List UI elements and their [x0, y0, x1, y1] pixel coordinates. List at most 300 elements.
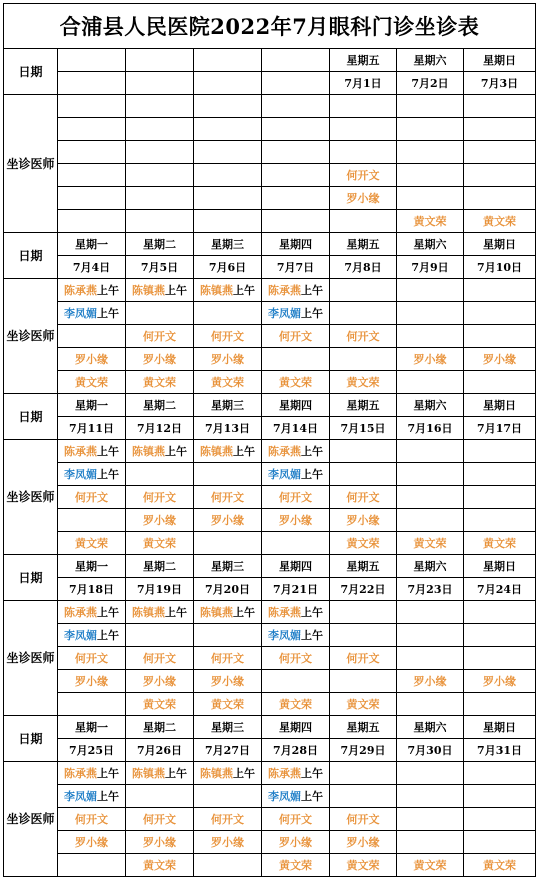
doctor-name: 黄文荣 — [346, 536, 380, 550]
weekday-cell: 星期日 — [464, 233, 536, 256]
doctor-cell — [464, 371, 536, 394]
doctor-name: 黄文荣 — [75, 375, 108, 389]
date-cell: 7月9日 — [397, 256, 464, 279]
date-cell — [262, 72, 330, 95]
date-cell: 7月31日 — [464, 739, 536, 762]
am-suffix: 上午 — [233, 444, 255, 458]
doctor-name: 何开文 — [75, 812, 108, 826]
doctor-cell — [194, 302, 262, 325]
doctor-cell — [330, 624, 397, 647]
doctor-name: 陈承燕 — [64, 605, 97, 619]
weekday-cell: 星期五 — [330, 49, 397, 72]
doctor-cell — [330, 325, 397, 348]
doctor-cell — [194, 118, 262, 141]
doctor-cell — [464, 831, 536, 854]
doctor-cell — [330, 693, 397, 716]
am-suffix: 上午 — [97, 766, 119, 780]
doctor-row — [4, 785, 536, 808]
doctor-cell — [194, 762, 262, 785]
doctor-cell — [330, 187, 397, 210]
am-suffix: 上午 — [97, 306, 119, 320]
doctor-row — [4, 647, 536, 670]
doctor-row — [4, 210, 536, 233]
date-cell: 7月20日 — [194, 578, 262, 601]
doctor-cell — [464, 279, 536, 302]
doctor-cell — [397, 348, 464, 371]
doctor-cell — [464, 210, 536, 233]
doctor-name: 陈镇燕 — [200, 283, 233, 297]
doctor-name: 黄文荣 — [143, 375, 176, 389]
doctor-cell — [397, 831, 464, 854]
doctor-cell — [262, 463, 330, 486]
doctor-cell — [464, 854, 536, 877]
doctor-row — [4, 854, 536, 877]
doctor-name: 黄文荣 — [211, 375, 244, 389]
doctor-name: 何开文 — [279, 812, 312, 826]
am-suffix: 上午 — [97, 605, 119, 619]
doctor-cell — [397, 785, 464, 808]
doctor-cell — [126, 210, 194, 233]
doctor-name: 黄文荣 — [279, 697, 312, 711]
doctor-cell — [126, 164, 194, 187]
weekday-cell: 星期日 — [464, 49, 536, 72]
doctor-cell — [330, 831, 397, 854]
weekday-cell: 星期一 — [58, 716, 126, 739]
doctor-name: 何开文 — [346, 812, 380, 826]
doctor-name: 罗小缘 — [483, 674, 517, 688]
doctor-name: 罗小缘 — [211, 674, 244, 688]
doctor-cell — [397, 95, 464, 118]
doctor-cell — [194, 831, 262, 854]
date-label: 日期 — [4, 555, 58, 601]
date-cell: 7月1日 — [330, 72, 397, 95]
doctor-cell — [58, 440, 126, 463]
doctor-name: 李凤媚 — [64, 628, 97, 642]
doctor-cell — [262, 141, 330, 164]
doctor-row — [4, 831, 536, 854]
weekday-cell: 星期三 — [194, 716, 262, 739]
doctor-name: 黄文荣 — [279, 375, 312, 389]
doctor-name: 李凤媚 — [64, 467, 97, 481]
doctor-cell — [126, 325, 194, 348]
doctor-name: 黄文荣 — [75, 536, 108, 550]
date-cell: 7月5日 — [126, 256, 194, 279]
doctor-cell — [194, 348, 262, 371]
doctor-row — [4, 348, 536, 371]
doctor-cell — [262, 164, 330, 187]
doctor-cell — [262, 624, 330, 647]
doctor-cell — [397, 141, 464, 164]
page-title: 合浦县人民医院2022年7月眼科门诊坐诊表 — [4, 4, 536, 49]
doctor-cell — [262, 532, 330, 555]
doctor-cell — [397, 670, 464, 693]
doctor-cell — [464, 532, 536, 555]
doctor-name: 何开文 — [346, 329, 380, 343]
date-cell — [194, 72, 262, 95]
am-suffix: 上午 — [301, 789, 323, 803]
doctor-name: 黄文荣 — [483, 858, 517, 872]
doctor-cell — [58, 187, 126, 210]
am-suffix: 上午 — [301, 605, 323, 619]
doctor-name: 李凤媚 — [268, 628, 301, 642]
date-cell: 7月3日 — [464, 72, 536, 95]
weekday-cell: 星期二 — [126, 716, 194, 739]
doctor-name: 李凤媚 — [268, 467, 301, 481]
doctor-name: 何开文 — [279, 329, 312, 343]
doctor-cell — [58, 348, 126, 371]
doctor-name: 罗小缘 — [211, 835, 244, 849]
doctor-cell — [464, 693, 536, 716]
doctor-name: 陈镇燕 — [132, 605, 165, 619]
doctor-row — [4, 601, 536, 624]
doctor-name: 黄文荣 — [346, 858, 380, 872]
date-row — [4, 256, 536, 279]
doctor-name: 何开文 — [346, 168, 380, 182]
weekday-row — [4, 716, 536, 739]
date-row — [4, 739, 536, 762]
doctor-cell — [330, 647, 397, 670]
doctor-cell — [126, 693, 194, 716]
doctor-cell — [58, 463, 126, 486]
doctor-cell — [262, 808, 330, 831]
am-suffix: 上午 — [301, 444, 323, 458]
date-cell: 7月25日 — [58, 739, 126, 762]
doctor-cell — [262, 647, 330, 670]
doctor-cell — [262, 187, 330, 210]
doctor-name: 陈镇燕 — [200, 766, 233, 780]
doctor-label: 坐诊医师 — [4, 95, 58, 233]
doctor-cell — [126, 440, 194, 463]
doctor-cell — [397, 440, 464, 463]
doctor-cell — [58, 325, 126, 348]
doctor-cell — [397, 463, 464, 486]
doctor-cell — [330, 808, 397, 831]
date-cell: 7月4日 — [58, 256, 126, 279]
am-suffix: 上午 — [165, 766, 187, 780]
doctor-cell — [58, 141, 126, 164]
weekday-cell: 星期四 — [262, 555, 330, 578]
doctor-cell — [262, 95, 330, 118]
date-label: 日期 — [4, 233, 58, 279]
doctor-cell — [194, 210, 262, 233]
doctor-cell — [464, 486, 536, 509]
doctor-cell — [126, 141, 194, 164]
doctor-row — [4, 693, 536, 716]
doctor-row — [4, 440, 536, 463]
doctor-name: 罗小缘 — [211, 352, 244, 366]
weekday-cell — [262, 49, 330, 72]
doctor-name: 罗小缘 — [143, 674, 176, 688]
weekday-cell: 星期五 — [330, 555, 397, 578]
doctor-cell — [262, 762, 330, 785]
doctor-row — [4, 325, 536, 348]
doctor-cell — [464, 624, 536, 647]
doctor-cell — [126, 348, 194, 371]
weekday-cell — [126, 49, 194, 72]
doctor-cell — [464, 601, 536, 624]
doctor-cell — [464, 348, 536, 371]
date-row — [4, 72, 536, 95]
weekday-cell: 星期日 — [464, 394, 536, 417]
doctor-cell — [397, 601, 464, 624]
doctor-cell — [262, 440, 330, 463]
doctor-cell — [262, 325, 330, 348]
doctor-cell — [397, 509, 464, 532]
doctor-cell — [397, 325, 464, 348]
weekday-cell: 星期六 — [397, 555, 464, 578]
weekday-cell: 星期二 — [126, 233, 194, 256]
doctor-cell — [126, 371, 194, 394]
doctor-cell — [126, 854, 194, 877]
doctor-cell — [330, 95, 397, 118]
weekday-cell: 星期五 — [330, 716, 397, 739]
doctor-cell — [464, 463, 536, 486]
doctor-name: 陈镇燕 — [132, 444, 165, 458]
doctor-name: 陈承燕 — [268, 766, 301, 780]
doctor-name: 何开文 — [75, 651, 108, 665]
weekday-cell: 星期五 — [330, 394, 397, 417]
date-cell — [58, 72, 126, 95]
doctor-cell — [58, 601, 126, 624]
weekday-cell: 星期一 — [58, 233, 126, 256]
weekday-cell: 星期三 — [194, 394, 262, 417]
doctor-cell — [262, 486, 330, 509]
date-cell: 7月18日 — [58, 578, 126, 601]
date-cell: 7月10日 — [464, 256, 536, 279]
doctor-cell — [194, 95, 262, 118]
doctor-row — [4, 762, 536, 785]
doctor-cell — [58, 785, 126, 808]
doctor-cell — [262, 302, 330, 325]
doctor-cell — [126, 762, 194, 785]
doctor-name: 李凤媚 — [64, 789, 97, 803]
doctor-cell — [397, 762, 464, 785]
doctor-name: 陈承燕 — [64, 444, 97, 458]
doctor-cell — [330, 854, 397, 877]
am-suffix: 上午 — [97, 628, 119, 642]
am-suffix: 上午 — [233, 283, 255, 297]
doctor-name: 黄文荣 — [483, 214, 517, 228]
doctor-cell — [262, 371, 330, 394]
doctor-cell — [330, 532, 397, 555]
doctor-name: 李凤媚 — [268, 306, 301, 320]
date-cell: 7月15日 — [330, 417, 397, 440]
weekday-cell: 星期四 — [262, 233, 330, 256]
doctor-cell — [194, 808, 262, 831]
doctor-name: 罗小缘 — [346, 513, 380, 527]
doctor-cell — [330, 785, 397, 808]
weekday-row — [4, 555, 536, 578]
weekday-cell: 星期四 — [262, 394, 330, 417]
doctor-name: 罗小缘 — [75, 674, 108, 688]
weekday-cell: 星期日 — [464, 555, 536, 578]
doctor-name: 陈承燕 — [268, 283, 301, 297]
doctor-name: 罗小缘 — [483, 352, 517, 366]
doctor-cell — [464, 95, 536, 118]
date-cell: 7月24日 — [464, 578, 536, 601]
doctor-cell — [194, 693, 262, 716]
doctor-cell — [58, 371, 126, 394]
weekday-cell: 星期三 — [194, 555, 262, 578]
doctor-name: 黄文荣 — [483, 536, 517, 550]
date-cell: 7月17日 — [464, 417, 536, 440]
doctor-cell — [464, 187, 536, 210]
doctor-name: 何开文 — [143, 329, 176, 343]
doctor-cell — [464, 440, 536, 463]
date-cell: 7月23日 — [397, 578, 464, 601]
weekday-cell: 星期二 — [126, 394, 194, 417]
doctor-name: 罗小缘 — [346, 835, 380, 849]
weekday-cell: 星期二 — [126, 555, 194, 578]
doctor-cell — [126, 118, 194, 141]
doctor-row — [4, 624, 536, 647]
doctor-cell — [126, 670, 194, 693]
doctor-cell — [397, 486, 464, 509]
doctor-cell — [464, 302, 536, 325]
doctor-cell — [330, 302, 397, 325]
doctor-name: 何开文 — [279, 490, 312, 504]
doctor-cell — [194, 509, 262, 532]
doctor-cell — [262, 854, 330, 877]
doctor-cell — [58, 118, 126, 141]
weekday-cell: 星期五 — [330, 233, 397, 256]
doctor-row — [4, 463, 536, 486]
date-cell: 7月28日 — [262, 739, 330, 762]
doctor-name: 黄文荣 — [143, 858, 176, 872]
doctor-name: 罗小缘 — [143, 352, 176, 366]
doctor-row — [4, 808, 536, 831]
doctor-cell — [194, 486, 262, 509]
doctor-cell — [194, 532, 262, 555]
weekday-row — [4, 233, 536, 256]
doctor-name: 罗小缘 — [75, 835, 108, 849]
doctor-cell — [397, 210, 464, 233]
date-cell: 7月12日 — [126, 417, 194, 440]
doctor-cell — [262, 210, 330, 233]
doctor-cell — [194, 785, 262, 808]
am-suffix: 上午 — [97, 283, 119, 297]
doctor-cell — [464, 647, 536, 670]
doctor-name: 黄文荣 — [413, 858, 447, 872]
doctor-name: 陈承燕 — [64, 283, 97, 297]
doctor-cell — [126, 509, 194, 532]
doctor-cell — [126, 624, 194, 647]
doctor-cell — [194, 624, 262, 647]
doctor-cell — [58, 302, 126, 325]
doctor-cell — [397, 854, 464, 877]
doctor-cell — [194, 141, 262, 164]
date-cell: 7月27日 — [194, 739, 262, 762]
doctor-cell — [262, 693, 330, 716]
doctor-cell — [126, 785, 194, 808]
doctor-cell — [194, 601, 262, 624]
doctor-name: 黄文荣 — [413, 214, 447, 228]
doctor-cell — [397, 279, 464, 302]
date-cell: 7月22日 — [330, 578, 397, 601]
weekday-cell: 星期四 — [262, 716, 330, 739]
doctor-row — [4, 164, 536, 187]
doctor-row — [4, 302, 536, 325]
doctor-cell — [194, 463, 262, 486]
date-label: 日期 — [4, 394, 58, 440]
doctor-row — [4, 187, 536, 210]
doctor-cell — [397, 808, 464, 831]
doctor-cell — [194, 670, 262, 693]
doctor-cell — [126, 486, 194, 509]
doctor-cell — [397, 371, 464, 394]
doctor-name: 何开文 — [143, 812, 176, 826]
date-cell: 7月13日 — [194, 417, 262, 440]
am-suffix: 上午 — [97, 444, 119, 458]
doctor-cell — [330, 440, 397, 463]
doctor-cell — [262, 601, 330, 624]
doctor-cell — [58, 164, 126, 187]
doctor-name: 黄文荣 — [143, 697, 176, 711]
date-label: 日期 — [4, 716, 58, 762]
doctor-cell — [330, 348, 397, 371]
doctor-name: 何开文 — [211, 651, 244, 665]
doctor-row — [4, 509, 536, 532]
doctor-cell — [464, 325, 536, 348]
doctor-name: 罗小缘 — [346, 191, 380, 205]
doctor-cell — [464, 164, 536, 187]
doctor-cell — [464, 670, 536, 693]
weekday-cell: 星期日 — [464, 716, 536, 739]
weekday-cell: 星期一 — [58, 394, 126, 417]
doctor-name: 陈镇燕 — [132, 766, 165, 780]
doctor-name: 何开文 — [143, 651, 176, 665]
date-cell: 7月11日 — [58, 417, 126, 440]
doctor-row — [4, 141, 536, 164]
doctor-cell — [330, 371, 397, 394]
date-label: 日期 — [4, 49, 58, 95]
doctor-cell — [58, 854, 126, 877]
doctor-name: 陈镇燕 — [200, 605, 233, 619]
doctor-cell — [58, 647, 126, 670]
doctor-cell — [330, 210, 397, 233]
doctor-name: 罗小缘 — [279, 835, 312, 849]
doctor-cell — [126, 302, 194, 325]
doctor-cell — [194, 164, 262, 187]
doctor-label: 坐诊医师 — [4, 601, 58, 716]
date-cell: 7月29日 — [330, 739, 397, 762]
am-suffix: 上午 — [301, 766, 323, 780]
doctor-cell — [397, 693, 464, 716]
date-cell: 7月19日 — [126, 578, 194, 601]
doctor-cell — [58, 693, 126, 716]
doctor-cell — [262, 509, 330, 532]
doctor-cell — [126, 463, 194, 486]
doctor-name: 罗小缘 — [211, 513, 244, 527]
doctor-cell — [330, 279, 397, 302]
doctor-cell — [58, 95, 126, 118]
doctor-name: 罗小缘 — [413, 352, 447, 366]
am-suffix: 上午 — [165, 605, 187, 619]
doctor-name: 黄文荣 — [346, 375, 380, 389]
doctor-cell — [397, 302, 464, 325]
date-row — [4, 578, 536, 601]
doctor-cell — [262, 785, 330, 808]
doctor-label: 坐诊医师 — [4, 762, 58, 877]
doctor-cell — [330, 164, 397, 187]
weekday-cell: 星期六 — [397, 233, 464, 256]
doctor-cell — [262, 118, 330, 141]
date-cell: 7月6日 — [194, 256, 262, 279]
am-suffix: 上午 — [301, 283, 323, 297]
doctor-cell — [330, 463, 397, 486]
doctor-cell — [58, 532, 126, 555]
date-cell — [126, 72, 194, 95]
